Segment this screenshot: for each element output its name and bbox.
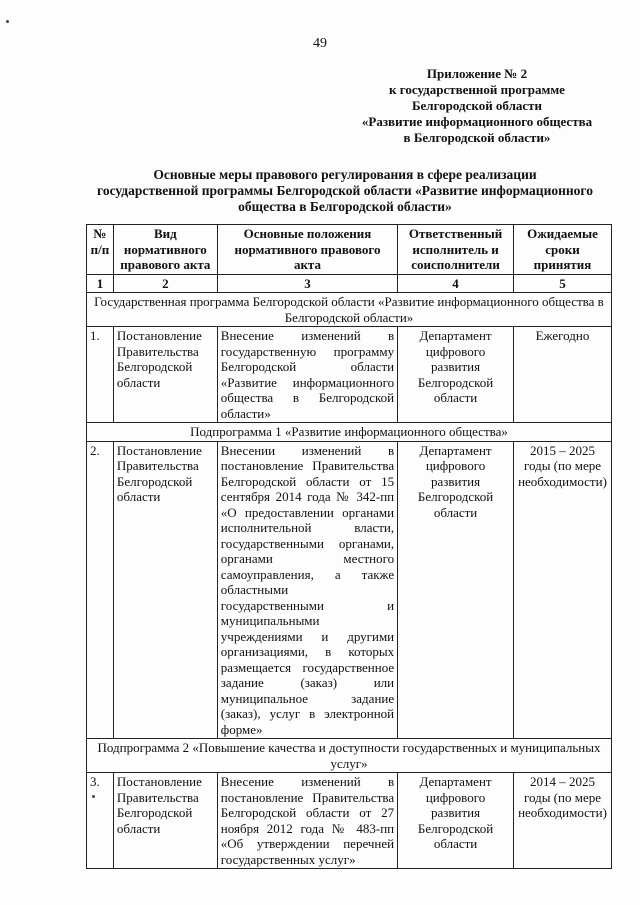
header-cell-number: № п/п [87, 225, 114, 275]
section-row [87, 293, 612, 327]
executor: Департамент цифрового развития Белгородской области [398, 441, 514, 739]
appendix-line: к государственной программе [389, 82, 565, 97]
header-cell-deadline: Ожидаемые сроки принятия [513, 225, 611, 275]
row-number: 2. [87, 441, 114, 739]
appendix-block [352, 66, 602, 146]
executor: Департамент цифрового развития Белгородской области [398, 773, 514, 869]
table-row [87, 773, 612, 869]
column-number: 4 [398, 274, 514, 293]
header-cell-provisions: Основные положения нормативного правового акта [217, 225, 397, 275]
row-number: 1. [87, 327, 114, 423]
column-number-row [87, 274, 612, 293]
act-provisions: Внесении изменений в постановление Правительства Белгородской области от 15 сентября 2014 года № 342-пп «О предоставлении органами исполнительной власти, государственными органами, органами местного самоуправления, а также областными государственными и муниципальными учреждениями и другими организациями, в которых размещается государственное задание (заказ) или муниципальное задание (заказ), услуг в электронной форме» [217, 441, 397, 739]
deadline: Ежегодно [513, 327, 611, 423]
deadline: 2015 – 2025 годы (по мере необходимости) [513, 441, 611, 739]
table-header-row [87, 225, 612, 275]
scan-speck [6, 20, 9, 23]
column-number: 1 [87, 274, 114, 293]
header-cell-act-type: Вид нормативного правового акта [113, 225, 217, 275]
title-line: Основные меры правового регулирования в сфере реализации [153, 167, 537, 182]
act-type: Постановление Правительства Белгородской области [113, 773, 217, 869]
title-line: общества в Белгородской области» [238, 199, 452, 214]
act-type: Постановление Правительства Белгородской области [113, 327, 217, 423]
appendix-line: Приложение № 2 [426, 66, 528, 81]
deadline: 2014 – 2025 годы (по мере необходимости) [513, 773, 611, 869]
row-number: 3. [87, 773, 114, 869]
column-number: 3 [217, 274, 397, 293]
table-row [87, 441, 612, 739]
page-number: 49 [313, 36, 327, 51]
appendix-line: Белгородской области [411, 98, 543, 113]
executor: Департамент цифрового развития Белгородской области [398, 327, 514, 423]
appendix-line: в Белгородской области» [403, 130, 551, 145]
header-cell-executor: Ответственный исполнитель и соисполнители [398, 225, 514, 275]
document-title [90, 167, 600, 215]
measures-table [86, 224, 612, 869]
title-line: государственной программы Белгородской области «Развитие информационного [97, 183, 593, 198]
section-title: Государственная программа Белгородской области «Развитие информационного общества в Белгородской области» [87, 293, 612, 327]
section-title: Подпрограмма 1 «Развитие информационного общества» [87, 423, 612, 442]
column-number: 5 [513, 274, 611, 293]
section-row [87, 739, 612, 773]
appendix-line: «Развитие информационного общества [361, 114, 593, 129]
act-provisions: Внесение изменений в постановление Правительства Белгородской области от 27 ноября 2012 года № 483-пп «Об утверждении перечней государственных услуг» [217, 773, 397, 869]
act-type: Постановление Правительства Белгородской области [113, 441, 217, 739]
section-row [87, 423, 612, 442]
table-row [87, 327, 612, 423]
column-number: 2 [113, 274, 217, 293]
act-provisions: Внесение изменений в государственную программу Белгородской области «Развитие информационного общества в Белгородской области» [217, 327, 397, 423]
section-title: Подпрограмма 2 «Повышение качества и доступности государственных и муниципальных услуг» [87, 739, 612, 773]
